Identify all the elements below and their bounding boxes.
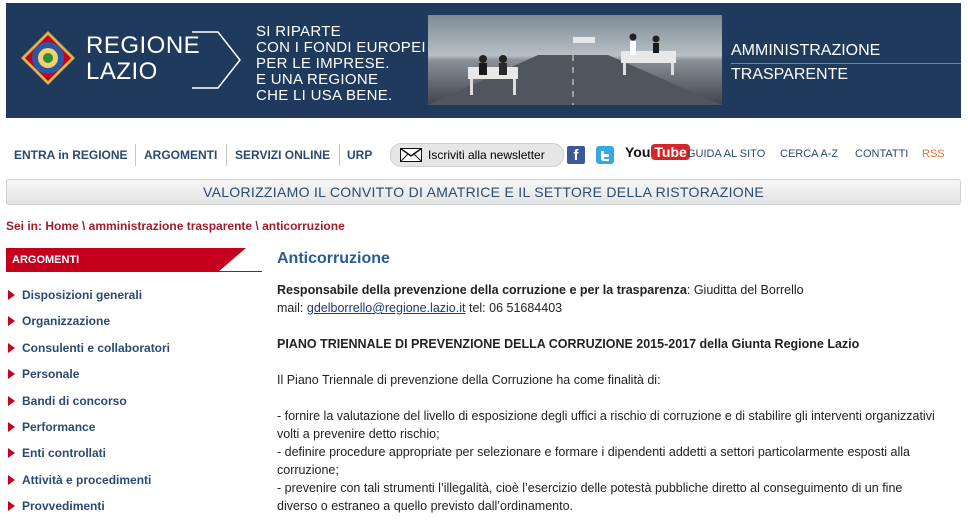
section-title-line-2: TRASPARENTE [731, 66, 849, 83]
nav-guida-al-sito[interactable]: GUIDA AL SITO [687, 148, 766, 160]
arrow-right-icon [8, 501, 15, 511]
sidebar-item-bandi[interactable] [6, 388, 170, 414]
nav-divider [135, 144, 136, 166]
sidebar-menu [6, 282, 170, 520]
contact-line [277, 299, 937, 317]
page-title: Anticorruzione [277, 250, 390, 267]
bullet-1: - fornire la valutazione del livello di esposizione degli uffici a rischio di corruzione e di stabilire gli interventi organizzativi volti a prevenire detto rischio; [277, 409, 935, 441]
mail-label: mail: [277, 301, 307, 315]
sidebar-item-label: Disposizioni generali [22, 288, 143, 302]
sidebar-title: ARGOMENTI [12, 254, 80, 266]
regione-lazio-emblem-icon[interactable] [20, 30, 76, 86]
sidebar-header-tab [218, 248, 246, 272]
bullet-2: - definire procedure appropriate per selezionare e formare i dipendenti addetti a settori particolarmente esposti alla corruzione; [277, 445, 910, 477]
slogan-line: E UNA REGIONE [256, 71, 379, 88]
envelope-icon [400, 148, 422, 162]
sidebar-header-underline [218, 271, 262, 272]
nav-divider [339, 144, 340, 166]
nav-divider [226, 144, 227, 166]
arrow-right-icon [8, 448, 15, 458]
arrow-right-icon [8, 316, 15, 326]
nav-contatti[interactable]: CONTATTI [855, 148, 909, 160]
arrow-right-icon [8, 290, 15, 300]
newsletter-label: Iscriviti alla newsletter [428, 148, 545, 162]
sidebar-item-provvedimenti[interactable] [6, 493, 170, 519]
sidebar-item-consulenti[interactable] [6, 335, 170, 361]
slogan-line: PER LE IMPRESE. [256, 55, 390, 72]
sidebar-item-label: Organizzazione [22, 314, 111, 329]
slogan-line: SI RIPARTE [256, 23, 341, 40]
intro-text: Il Piano Triennale di prevenzione della Corruzione ha come finalità di: [277, 373, 661, 387]
sidebar-item-performance[interactable] [6, 414, 170, 440]
arrow-right-icon [8, 475, 15, 485]
sidebar-item-attivita[interactable] [6, 467, 170, 493]
nav-entra-in-regione[interactable]: ENTRA in REGIONE [14, 148, 128, 162]
telephone: tel: 06 51684403 [465, 301, 563, 315]
sidebar-item-label: Provvedimenti [22, 499, 105, 514]
twitter-icon[interactable] [596, 146, 614, 164]
sidebar-item-organizzazione[interactable] [6, 308, 170, 334]
slogan [256, 24, 426, 104]
twitter-bird-icon [596, 146, 614, 164]
brand-name[interactable] [86, 33, 200, 85]
nav-rss[interactable]: RSS [922, 148, 945, 160]
youtube-tube: Tube [651, 144, 689, 160]
slogan-line: CON I FONDI EUROPEI [256, 39, 426, 56]
main-content [277, 249, 937, 515]
top-nav [6, 140, 961, 170]
site-header [6, 3, 961, 118]
responsabile-label: Responsabile della prevenzione della corruzione e per la trasparenza [277, 283, 687, 297]
sidebar-item-label: Attività e procedimenti [22, 472, 152, 487]
arrow-right-icon [8, 396, 15, 406]
piano-title-text: PIANO TRIENNALE DI PREVENZIONE DELLA CORRUZIONE 2015-2017 della Giunta Regione Lazio [277, 337, 860, 351]
chevron-decoration-icon [192, 31, 242, 89]
piano-title [277, 335, 937, 353]
promo-banner[interactable]: VALORIZZIAMO IL CONVITTO DI AMATRICE E IL SETTORE DELLA RISTORAZIONE [6, 179, 961, 205]
arrow-right-icon [8, 343, 15, 353]
nav-cerca-a-z[interactable]: CERCA A-Z [780, 148, 839, 160]
nav-urp[interactable]: URP [347, 148, 373, 162]
responsabile-line [277, 281, 937, 299]
brand-line-2: LAZIO [86, 58, 158, 85]
sidebar-header [6, 248, 256, 272]
arrow-right-icon [8, 422, 15, 432]
youtube-icon[interactable] [625, 144, 690, 160]
newsletter-button[interactable] [390, 143, 564, 167]
header-photo [428, 15, 722, 105]
sidebar-item-enti-controllati[interactable] [6, 440, 170, 466]
sidebar-item-disposizioni-generali[interactable] [6, 282, 170, 308]
brand-line-1: REGIONE [86, 32, 201, 59]
arrow-right-icon [8, 369, 15, 379]
sidebar-item-label: Personale [22, 367, 80, 382]
nav-argomenti[interactable]: ARGOMENTI [144, 148, 218, 162]
sidebar-item-personale[interactable] [6, 361, 170, 387]
responsabile-name: : Giuditta del Borrello [686, 283, 804, 297]
youtube-you: You [625, 144, 651, 160]
sidebar-item-label: Bandi di concorso [22, 393, 127, 408]
breadcrumb[interactable]: Sei in: Home \ amministrazione trasparente \ anticorruzione [6, 219, 345, 233]
email-link[interactable]: gdelborrello@regione.lazio.it [306, 301, 466, 315]
slogan-line: CHE LI USA BENE. [256, 87, 393, 104]
section-title-line-1: AMMINISTRAZIONE [731, 42, 881, 59]
divider [731, 63, 961, 64]
section-title[interactable] [731, 39, 880, 87]
sidebar-item-label: Enti controllati [22, 446, 106, 461]
facebook-icon[interactable]: f [567, 146, 585, 164]
bullet-3: - prevenire con tali strumenti l’illegalità, cioè l’esercizio delle potestà pubbliche diretto al conseguimento di un fine diverso o estraneo a quello previsto dall’ordinamento. [277, 481, 903, 513]
sidebar-item-label: Consulenti e collaboratori [22, 340, 171, 355]
sidebar-item-label: Performance [22, 419, 96, 434]
nav-servizi-online[interactable]: SERVIZI ONLINE [235, 148, 331, 162]
